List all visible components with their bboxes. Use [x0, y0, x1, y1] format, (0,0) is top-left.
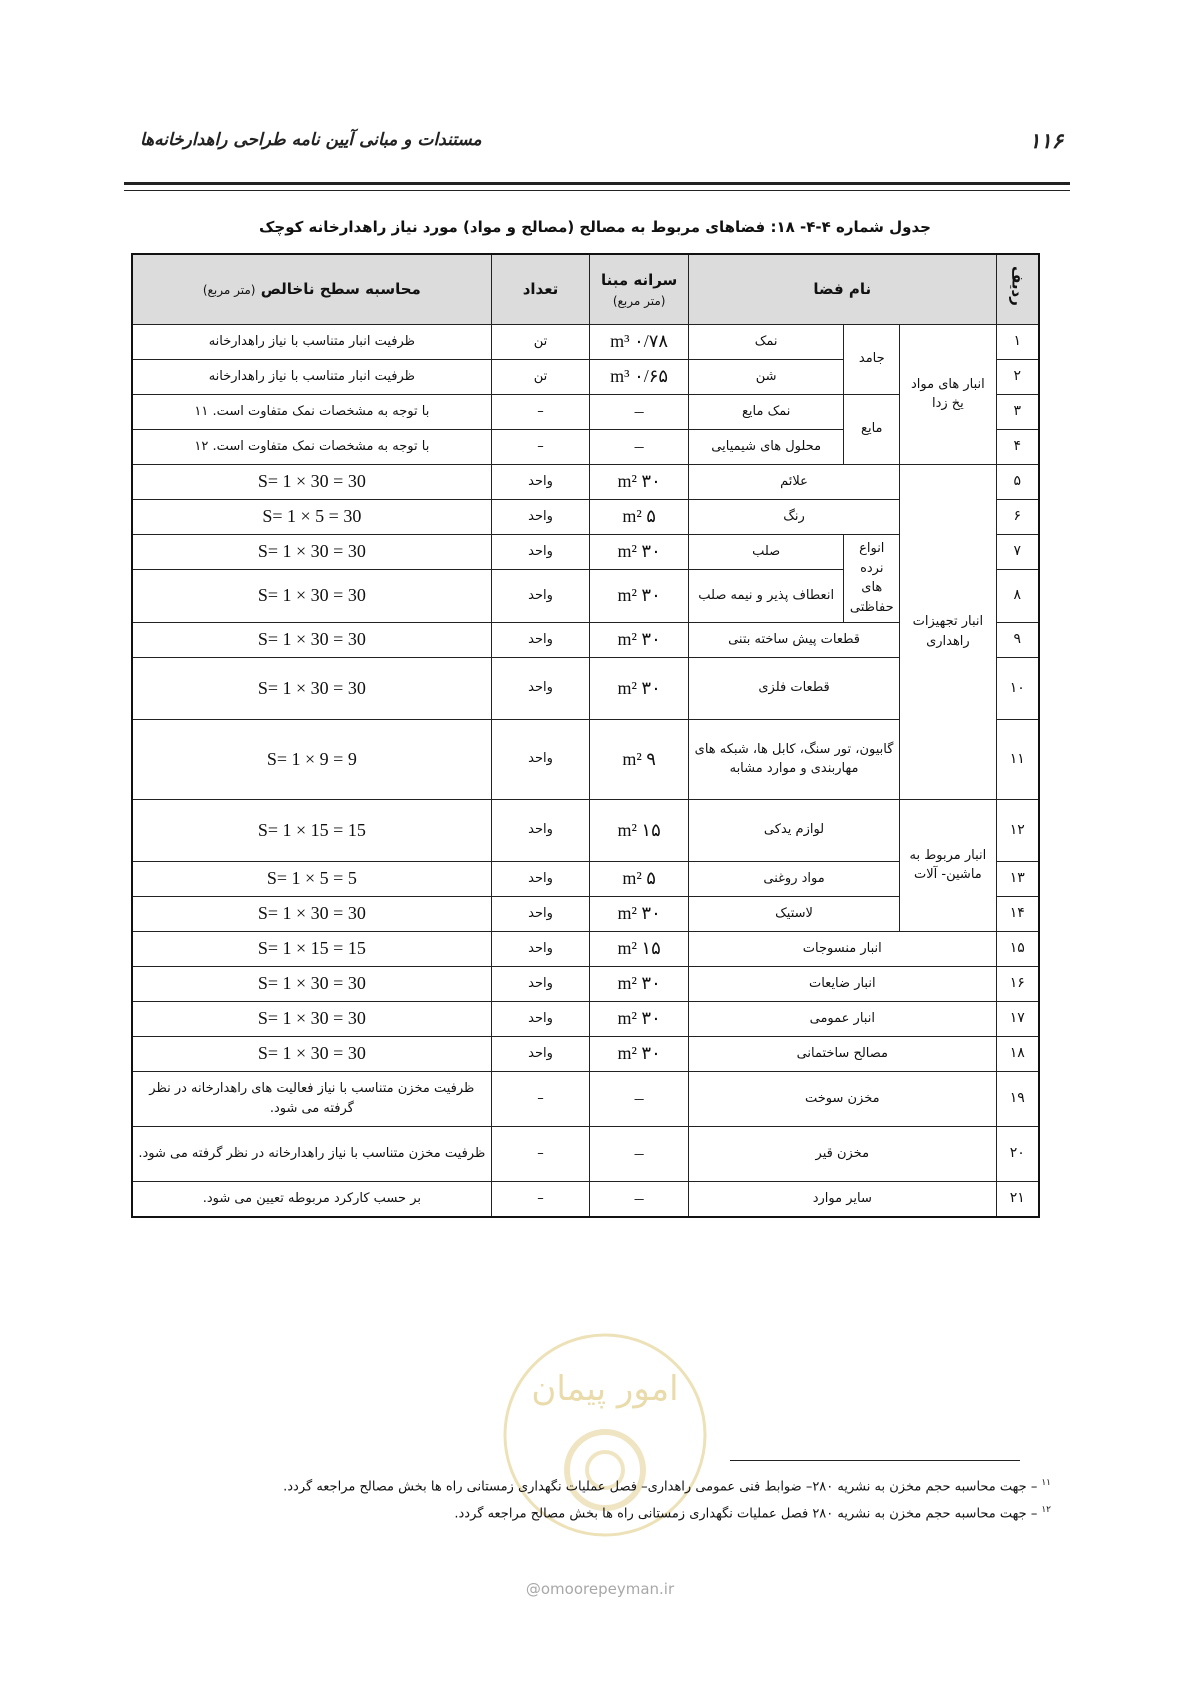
row-number: ۹	[996, 622, 1039, 657]
count-unit: –	[491, 394, 590, 429]
calc-value: ظرفیت مخزن متناسب با نیاز راهدارخانه در نظر گرفته می شود.	[132, 1126, 491, 1181]
count-unit: –	[491, 1126, 590, 1181]
space-name: مخزن قیر	[688, 1126, 996, 1181]
space-name: محلول های شیمیایی	[688, 429, 843, 464]
space-name: انبار ضایعات	[688, 966, 996, 1001]
count-unit: واحد	[491, 896, 590, 931]
count-unit: واحد	[491, 931, 590, 966]
calc-value: S= 1 × 30 = 30	[132, 657, 491, 719]
per-capita: ۹ m²	[590, 719, 689, 799]
spaces-table	[131, 253, 1040, 1218]
table-caption: جدول شماره ۴-۴- ۱۸: فضاهای مربوط به مصالح (مصالح و مواد) مورد نیاز راهدارخانه کوچک	[259, 218, 931, 236]
space-name: نمک مایع	[688, 394, 843, 429]
calc-value: S= 1 × 15 = 15	[132, 799, 491, 861]
calc-value: S= 1 × 30 = 30	[132, 966, 491, 1001]
space-name: گابیون، تور سنگ، کابل ها، شبکه های مهاربندی و موارد مشابه	[688, 719, 899, 799]
count-unit: واحد	[491, 719, 590, 799]
count-unit: تن	[491, 324, 590, 359]
space-name: سایر موارد	[688, 1181, 996, 1217]
footnote-11: $^{۱۱}$– جهت محاسبه حجم مخزن به نشریه ۲۸۰– ضوابط فنی عمومی راهداری– فصل عملیات نگهداری زمستانی راه ها بخش مصالح مراجعه گردد.	[283, 1478, 1051, 1495]
calc-value: S= 1 × 5 = 5	[132, 861, 491, 896]
count-unit: واحد	[491, 464, 590, 499]
table-row	[132, 1071, 1039, 1126]
calc-value: با توجه به مشخصات نمک متفاوت است. ۱۱	[132, 394, 491, 429]
calc-value: S= 1 × 30 = 30	[132, 534, 491, 569]
calc-value: ظرفیت انبار متناسب با نیاز راهدارخانه	[132, 359, 491, 394]
header-rule-thick	[124, 182, 1070, 185]
count-unit: واحد	[491, 499, 590, 534]
row-number: ۲۱	[996, 1181, 1039, 1217]
table-row	[132, 464, 1039, 499]
count-unit: –	[491, 1071, 590, 1126]
per-capita: ۳۰ m²	[590, 966, 689, 1001]
calc-value: ظرفیت مخزن متناسب با نیاز فعالیت های راهدارخانه در نظر گرفته می شود.	[132, 1071, 491, 1126]
calc-value: S= 1 × 9 = 9	[132, 719, 491, 799]
page-number: ۱۱۶	[1029, 128, 1063, 153]
row-number: ۸	[996, 569, 1039, 622]
per-capita: ۳۰ m²	[590, 622, 689, 657]
table-row	[132, 1181, 1039, 1217]
per-capita: ۵ m²	[590, 861, 689, 896]
count-unit: واحد	[491, 1001, 590, 1036]
row-number: ۵	[996, 464, 1039, 499]
per-capita: ۰/۷۸ m³	[590, 324, 689, 359]
space-name: مخزن سوخت	[688, 1071, 996, 1126]
row-number: ۷	[996, 534, 1039, 569]
count-unit: واحد	[491, 657, 590, 719]
group-deicing: انبار های مواد یخ زدا	[900, 324, 996, 464]
header-per-capita: سرانه مبنا (متر مربع)	[590, 254, 689, 324]
site-watermark-url: @omoorepeyman.ir	[525, 1580, 675, 1598]
calc-value: S= 1 × 30 = 30	[132, 896, 491, 931]
row-number: ۱	[996, 324, 1039, 359]
space-name: صلب	[688, 534, 843, 569]
calc-value: ظرفیت انبار متناسب با نیاز راهدارخانه	[132, 324, 491, 359]
header-space-name: نام فضا	[688, 254, 996, 324]
calc-value: S= 1 × 30 = 30	[132, 1001, 491, 1036]
per-capita: ۳۰ m²	[590, 569, 689, 622]
table-row	[132, 1036, 1039, 1071]
per-capita: ۰/۶۵ m³	[590, 359, 689, 394]
per-capita: –	[590, 1071, 689, 1126]
row-number: ۳	[996, 394, 1039, 429]
group-machinery: انبار مربوط به ماشین- آلات	[900, 799, 996, 931]
footnote-12: $^{۱۲}$– جهت محاسبه حجم مخزن به نشریه ۲۸۰ فصل عملیات نگهداری زمستانی راه ها بخش مصالح مراجعه گردد.	[454, 1505, 1051, 1522]
per-capita: ۳۰ m²	[590, 657, 689, 719]
count-unit: –	[491, 1181, 590, 1217]
per-capita: ۳۰ m²	[590, 464, 689, 499]
per-capita: ۳۰ m²	[590, 896, 689, 931]
row-number: ۱۱	[996, 719, 1039, 799]
row-number: ۲	[996, 359, 1039, 394]
table-row	[132, 1001, 1039, 1036]
table-row	[132, 1126, 1039, 1181]
row-number: ۱۷	[996, 1001, 1039, 1036]
count-unit: واحد	[491, 1036, 590, 1071]
count-unit: واحد	[491, 569, 590, 622]
subgroup-fences: انواع نرده های حفاظتی	[844, 534, 900, 622]
row-number: ۱۴	[996, 896, 1039, 931]
calc-value: S= 1 × 30 = 30	[132, 622, 491, 657]
header-rule-thin	[124, 190, 1070, 191]
row-number: ۱۵	[996, 931, 1039, 966]
row-number: ۱۳	[996, 861, 1039, 896]
space-name: قطعات فلزی	[688, 657, 899, 719]
group-equipment: انبار تجهیزات راهداری	[900, 464, 996, 799]
space-name: مواد روغنی	[688, 861, 899, 896]
count-unit: –	[491, 429, 590, 464]
per-capita: ۳۰ m²	[590, 534, 689, 569]
per-capita: ۳۰ m²	[590, 1001, 689, 1036]
table-row	[132, 799, 1039, 861]
table-header-row	[132, 254, 1039, 324]
per-capita: ۱۵ m²	[590, 799, 689, 861]
space-name: لاستیک	[688, 896, 899, 931]
header-calc: محاسبه سطح ناخالص (متر مربع)	[132, 254, 491, 324]
space-name: شن	[688, 359, 843, 394]
count-unit: واحد	[491, 861, 590, 896]
header-count: تعداد	[491, 254, 590, 324]
per-capita: ۱۵ m²	[590, 931, 689, 966]
row-number: ۴	[996, 429, 1039, 464]
row-number: ۱۶	[996, 966, 1039, 1001]
count-unit: واحد	[491, 534, 590, 569]
per-capita: ۳۰ m²	[590, 1036, 689, 1071]
footnote-divider	[730, 1460, 1020, 1461]
space-name: لوازم یدکی	[688, 799, 899, 861]
space-name: انعطاف پذیر و نیمه صلب	[688, 569, 843, 622]
space-name: انبار منسوجات	[688, 931, 996, 966]
row-number: ۱۲	[996, 799, 1039, 861]
space-name: قطعات پیش ساخته بتنی	[688, 622, 899, 657]
header-row-number: ردیف	[996, 254, 1039, 324]
calc-value: با توجه به مشخصات نمک متفاوت است. ۱۲	[132, 429, 491, 464]
count-unit: واحد	[491, 966, 590, 1001]
space-name: رنگ	[688, 499, 899, 534]
subgroup-liquid: مایع	[844, 394, 900, 464]
space-name: علائم	[688, 464, 899, 499]
row-number: ۱۰	[996, 657, 1039, 719]
calc-value: بر حسب کارکرد مربوطه تعیین می شود.	[132, 1181, 491, 1217]
calc-value: S= 1 × 30 = 30	[132, 464, 491, 499]
table-row	[132, 931, 1039, 966]
subgroup-solid: جامد	[844, 324, 900, 394]
row-number: ۲۰	[996, 1126, 1039, 1181]
per-capita: –	[590, 394, 689, 429]
per-capita: –	[590, 1181, 689, 1217]
calc-value: S= 1 × 30 = 30	[132, 1036, 491, 1071]
row-number: ۱۸	[996, 1036, 1039, 1071]
row-number: ۶	[996, 499, 1039, 534]
count-unit: تن	[491, 359, 590, 394]
count-unit: واحد	[491, 622, 590, 657]
space-name: نمک	[688, 324, 843, 359]
calc-value: S= 1 × 5 = 30	[132, 499, 491, 534]
space-name: انبار عمومی	[688, 1001, 996, 1036]
watermark-brand-text: امور پیمان	[531, 1369, 679, 1409]
space-name: مصالح ساختمانی	[688, 1036, 996, 1071]
count-unit: واحد	[491, 799, 590, 861]
per-capita: –	[590, 429, 689, 464]
calc-value: S= 1 × 15 = 15	[132, 931, 491, 966]
table-row	[132, 324, 1039, 359]
table-row	[132, 966, 1039, 1001]
per-capita: ۵ m²	[590, 499, 689, 534]
row-number: ۱۹	[996, 1071, 1039, 1126]
page-header-title: مستندات و مبانی آیین نامه طراحی راهدارخانه‌ها	[140, 130, 482, 150]
calc-value: S= 1 × 30 = 30	[132, 569, 491, 622]
per-capita: –	[590, 1126, 689, 1181]
